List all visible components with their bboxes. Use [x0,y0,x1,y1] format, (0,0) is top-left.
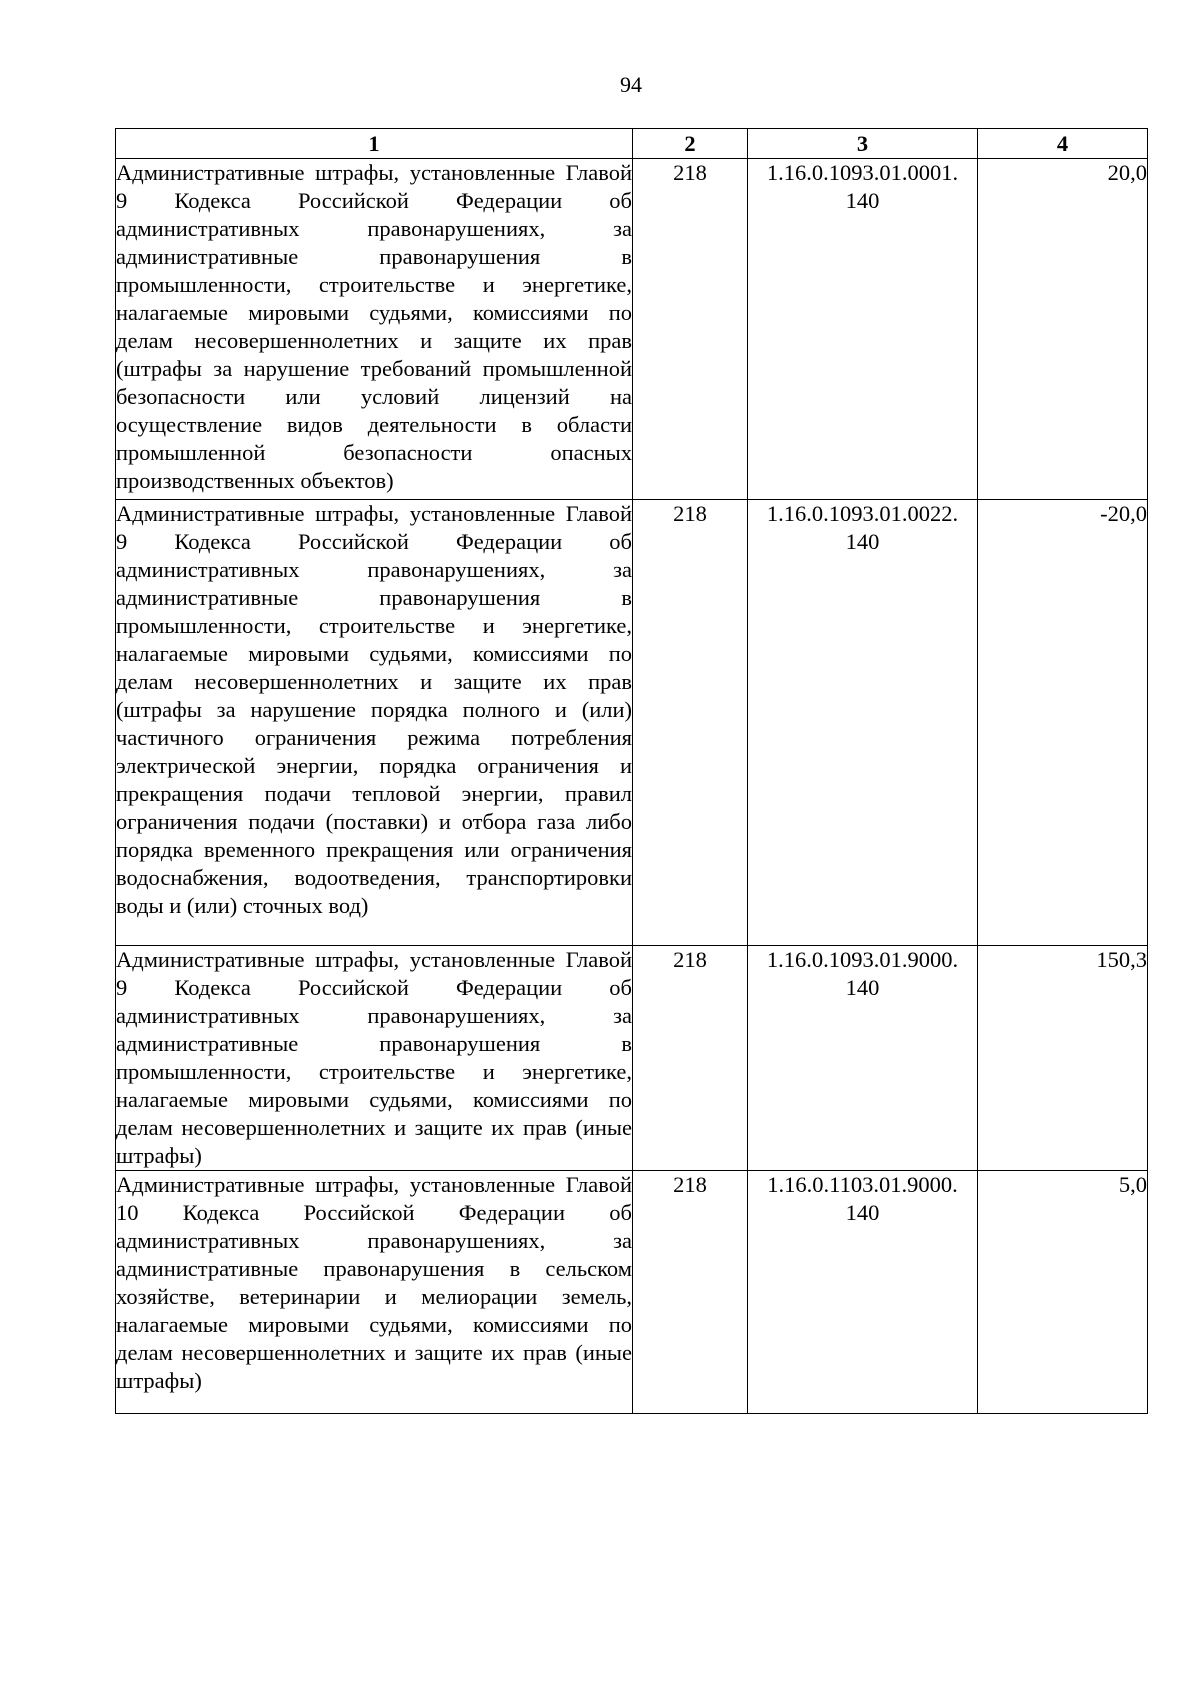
header-col-1: 1 [116,129,633,159]
header-col-3: 3 [748,129,978,159]
kbk-line-1: 1.16.0.1093.01.0001. [766,160,959,185]
header-col-2: 2 [633,129,748,159]
row-admin-code: 218 [633,500,748,946]
row-amount: 20,0 [978,159,1148,500]
row-kbk-code [748,500,978,946]
table-row [116,500,1148,946]
row-amount: 5,0 [978,1171,1148,1414]
row-kbk-code [748,946,978,1171]
header-col-4: 4 [978,129,1148,159]
kbk-line-2: 140 [845,1200,880,1225]
row-kbk-code [748,1171,978,1414]
header-row [116,129,1148,159]
row-amount: 150,3 [978,946,1148,1171]
table-row [116,1171,1148,1414]
kbk-line-2: 140 [845,529,880,554]
row-amount: -20,0 [978,500,1148,946]
row-admin-code: 218 [633,159,748,500]
row-admin-code: 218 [633,946,748,1171]
row-name: Административные штрафы, установленные Главой 9 Кодекса Российской Федерации об административных правонарушениях, за административные правонарушения в промышленности, строительстве и энергетике, налагаемые мировыми судьями, комиссиями по делам несовершеннолетних и защите их прав (штрафы за нарушение требований промышленной безопасности или условий лицензий на осуществление видов деятельности в области промышленной безопасности опасных производственных объектов) [116,159,633,500]
row-name: Административные штрафы, установленные Главой 9 Кодекса Российской Федерации об административных правонарушениях, за административные правонарушения в промышленности, строительстве и энергетике, налагаемые мировыми судьями, комиссиями по делам несовершеннолетних и защите их прав (штрафы за нарушение порядка полного и (или) частичного ограничения режима потребления электрической энергии, порядка ограничения и прекращения подачи тепловой энергии, правил ограничения подачи (поставки) и отбора газа либо порядка временного прекращения или ограничения водоснабжения, водоотведения, транспортировки воды и (или) сточных вод) [116,500,633,946]
table-row [116,159,1148,500]
budget-table [115,128,1148,1414]
row-name: Административные штрафы, установленные Главой 9 Кодекса Российской Федерации об административных правонарушениях, за административные правонарушения в промышленности, строительстве и энергетике, налагаемые мировыми судьями, комиссиями по делам несовершеннолетних и защите их прав (иные штрафы) [116,946,633,1171]
kbk-line-1: 1.16.0.1093.01.0022. [766,501,959,526]
table-row [116,946,1148,1171]
kbk-line-2: 140 [845,975,880,1000]
row-name: Административные штрафы, установленные Главой 10 Кодекса Российской Федерации об административных правонарушениях, за административные правонарушения в сельском хозяйстве, ветеринарии и мелиорации земель, налагаемые мировыми судьями, комиссиями по делам несовершеннолетних и защите их прав (иные штрафы) [116,1171,633,1414]
page-number: 94 [620,72,642,97]
kbk-line-1: 1.16.0.1103.01.9000. [767,1172,958,1197]
row-admin-code: 218 [633,1171,748,1414]
row-kbk-code [748,159,978,500]
kbk-line-1: 1.16.0.1093.01.9000. [766,947,959,972]
kbk-line-2: 140 [845,188,880,213]
